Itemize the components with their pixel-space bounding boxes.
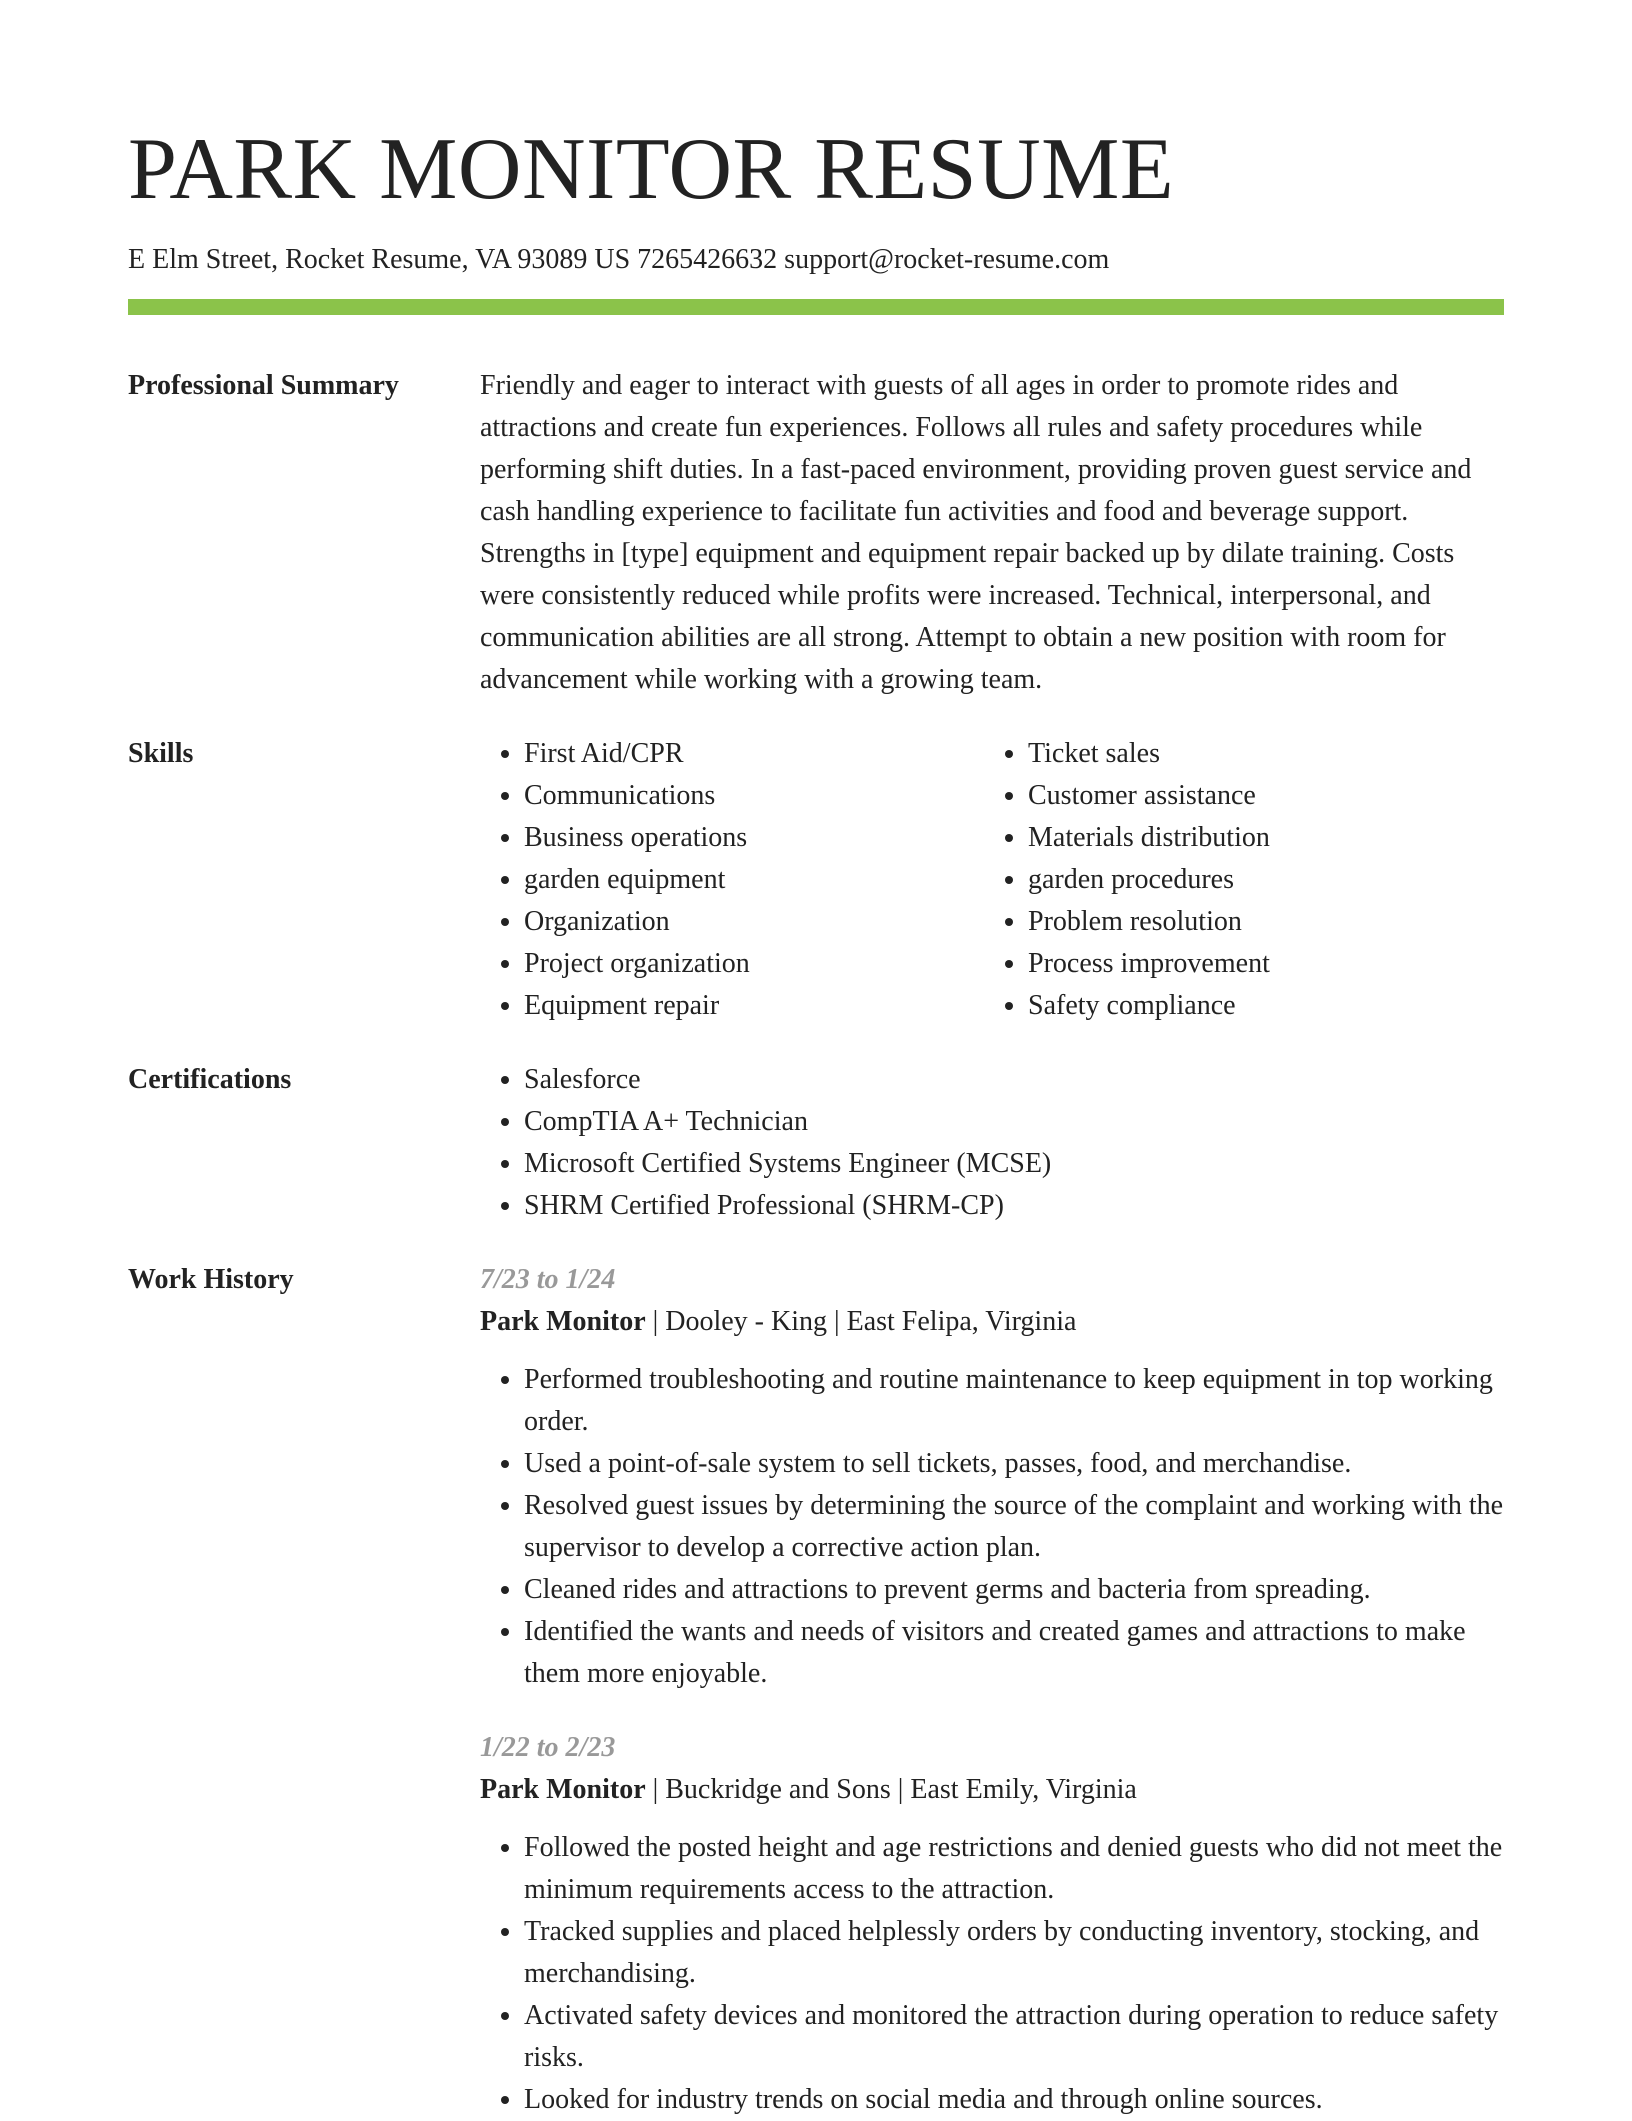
- skill-item: • Equipment repair: [524, 985, 984, 1027]
- job-bullet: • Resolved guest issues by determining the source of the complaint and working with the supervisor to develop a corrective action plan.: [524, 1485, 1504, 1569]
- job-bullets: [480, 1359, 1504, 1695]
- job-bullet: • Identified the wants and needs of visitors and created games and attractions to make them more enjoyable.: [524, 1611, 1504, 1695]
- skills-column-left: [480, 733, 984, 1027]
- certification-item: • Microsoft Certified Systems Engineer (MCSE): [524, 1143, 1504, 1185]
- skill-item: • Safety compliance: [1028, 985, 1488, 1027]
- skill-item: • garden equipment: [524, 859, 984, 901]
- job-title: Park Monitor: [480, 1774, 646, 1805]
- job-bullet: • Followed the posted height and age restrictions and denied guests who did not meet the minimum requirements access to the attraction.: [524, 1827, 1504, 1911]
- job-heading: [480, 1301, 1504, 1343]
- skills-list-right: [984, 733, 1488, 1027]
- job-bullet: • Tracked supplies and placed helplessly orders by conducting inventory, stocking, and merchandising.: [524, 1911, 1504, 1995]
- skill-item: • garden procedures: [1028, 859, 1488, 901]
- skill-item: • Business operations: [524, 817, 984, 859]
- skill-item: • Process improvement: [1028, 943, 1488, 985]
- job-employer-location: | Buckridge and Sons | East Emily, Virginia: [645, 1774, 1137, 1805]
- skill-item: • Communications: [524, 775, 984, 817]
- job-bullet: • Cleaned rides and attractions to prevent germs and bacteria from spreading.: [524, 1569, 1504, 1611]
- job-dates: 7/23 to 1/24: [480, 1264, 616, 1295]
- certification-item: • Salesforce: [524, 1059, 1504, 1101]
- skills-column-right: [984, 733, 1488, 1027]
- certification-item: • CompTIA A+ Technician: [524, 1101, 1504, 1143]
- resume-page: [128, 118, 1504, 2121]
- work-history-heading: Work History: [128, 1264, 294, 1295]
- certification-item: • SHRM Certified Professional (SHRM-CP): [524, 1185, 1504, 1227]
- certifications-heading: Certifications: [128, 1064, 292, 1095]
- job-bullets: [480, 1827, 1504, 2121]
- job-bullet: • Used a point-of-sale system to sell tickets, passes, food, and merchandise.: [524, 1443, 1504, 1485]
- skill-item: • Problem resolution: [1028, 901, 1488, 943]
- skill-item: • Customer assistance: [1028, 775, 1488, 817]
- job-title: Park Monitor: [480, 1306, 646, 1337]
- work-history-section: [128, 1259, 1504, 2121]
- job-bullet: • Activated safety devices and monitored the attraction during operation to reduce safety risks.: [524, 1995, 1504, 2079]
- resume-title: PARK MONITOR RESUME: [128, 121, 1175, 218]
- job-bullet: • Performed troubleshooting and routine maintenance to keep equipment in top working order.: [524, 1359, 1504, 1443]
- skills-list-left: [480, 733, 984, 1027]
- job-entry: [480, 1727, 1504, 2121]
- skills-heading: Skills: [128, 738, 194, 769]
- certifications-list: [480, 1059, 1504, 1227]
- summary-section: [128, 365, 1504, 701]
- skill-item: • Materials distribution: [1028, 817, 1488, 859]
- job-entry: [480, 1259, 1504, 1695]
- contact-line: E Elm Street, Rocket Resume, VA 93089 US 7265426632 support@rocket-resume.com: [128, 244, 1110, 275]
- skill-item: • Project organization: [524, 943, 984, 985]
- skill-item: • First Aid/CPR: [524, 733, 984, 775]
- work-history-body: [480, 1259, 1504, 2121]
- skill-item: • Ticket sales: [1028, 733, 1488, 775]
- summary-text: Friendly and eager to interact with guests of all ages in order to promote rides and attractions and create fun experiences. Follows all rules and safety procedures while performing shift duties. In a fast-paced environment, providing proven guest service and cash handling experience to facilitate fun activities and food and beverage support. Strengths in [type] equipment and equipment repair backed up by dilate training. Costs were consistently reduced while profits were increased. Technical, interpersonal, and communication abilities are all strong. Attempt to obtain a new position with room for advancement while working with a growing team.: [480, 370, 1472, 695]
- summary-heading: Professional Summary: [128, 370, 399, 401]
- skills-grid: [480, 733, 1504, 1027]
- job-bullet: • Looked for industry trends on social media and through online sources.: [524, 2079, 1504, 2121]
- accent-divider: [128, 299, 1504, 315]
- skills-section: [128, 733, 1504, 1027]
- job-dates: 1/22 to 2/23: [480, 1732, 616, 1763]
- job-employer-location: | Dooley - King | East Felipa, Virginia: [645, 1306, 1077, 1337]
- skill-item: • Organization: [524, 901, 984, 943]
- job-heading: [480, 1769, 1504, 1811]
- certifications-body: [480, 1059, 1504, 1227]
- certifications-section: [128, 1059, 1504, 1227]
